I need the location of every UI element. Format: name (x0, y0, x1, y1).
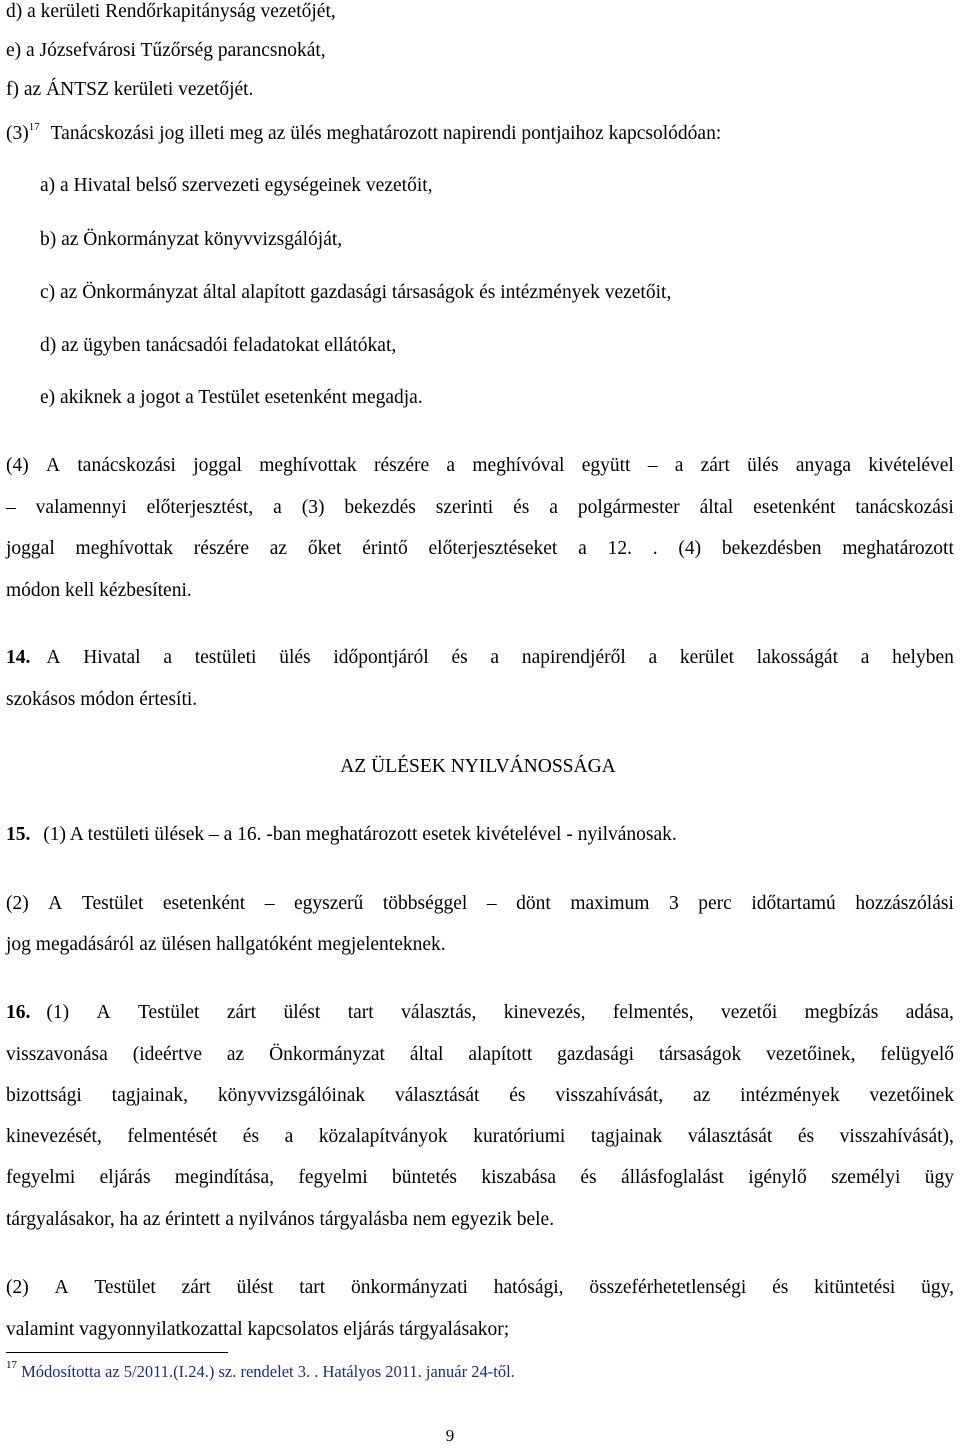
section-16-line: fegyelmi eljárás megindítása, fegyelmi büntetés kiszabása és állásfoglalást igénylő személyi ügy (6, 1167, 954, 1188)
list-item: d) az ügyben tanácsadói feladatokat ellátókat, (40, 335, 397, 356)
section-16-line: visszavonása (ideértve az Önkormányzat által alapított gazdasági társaságok vezetőinek, felügyelő (6, 1044, 954, 1065)
paragraph-3-text: Tanácskozási jog illeti meg az ülés meghatározott napirendi pontjaihoz kapcsolódóan: (50, 123, 722, 144)
section-16-p2-line: valamint vagyonnyilatkozattal kapcsolatos eljárás tárgyalásakor; (6, 1319, 510, 1340)
section-16-p2-line: (2) A Testület zárt ülést tart önkormányzati hatósági, összeférhetetlenségi és kitüntetési ügy, (6, 1277, 954, 1298)
list-item: e) akiknek a jogot a Testület esetenként megadja. (40, 387, 423, 408)
footnote-number: 17 (6, 1359, 17, 1371)
section-14 (6, 646, 954, 670)
section-16-line: kinevezését, felmentését és a közalapítványok kuratóriumi tagjainak választását és visszahívását), (6, 1126, 954, 1147)
list-item-d: d) a kerületi Rendőrkapitányság vezetőjét, (6, 1, 336, 22)
section-14-line: A Hivatal a testületi ülés időpontjáról és a napirendjéről a kerület lakosságát a helyben (46, 647, 954, 668)
footnote-text: Módosította az 5/2011.(I.24.) sz. rendelet 3. . Hatályos 2011. január 24-től. (21, 1362, 515, 1381)
section-number: 14. (6, 647, 31, 668)
paragraph-label: (3) (6, 123, 29, 144)
paragraph-4-line: joggal meghívottak részére az őket érintő előterjesztéseket a 12. . (4) bekezdésben meghatározott (6, 538, 954, 559)
section-15-p2-line: (2) A Testület esetenként – egyszerű többséggel – dönt maximum 3 perc időtartamú hozzászólási (6, 893, 954, 914)
section-heading: AZ ÜLÉSEK NYILVÁNOSSÁGA (340, 756, 616, 777)
section-16-line: tárgyalásakor, ha az érintett a nyilvános tárgyalásba nem egyezik bele. (6, 1209, 555, 1230)
list-item-f: f) az ÁNTSZ kerületi vezetőjét. (6, 79, 254, 100)
section-16 (6, 1001, 954, 1025)
footnote-divider (6, 1352, 228, 1353)
paragraph-3-intro (6, 122, 721, 146)
footnote (6, 1360, 515, 1384)
section-15 (6, 823, 677, 847)
section-14-line: szokásos módon értesíti. (6, 689, 198, 710)
paragraph-4-line: (4) A tanácskozási joggal meghívottak részére a meghívóval együtt – a zárt ülés anyaga kivételével (6, 455, 954, 476)
section-16-line: (1) A Testület zárt ülést tart választás, kinevezés, felmentés, vezetői megbízás adása, (46, 1002, 954, 1023)
section-number: 15. (6, 824, 31, 845)
paragraph-4-line: módon kell kézbesíteni. (6, 580, 192, 601)
footnote-ref: 17 (28, 121, 40, 133)
section-number: 16. (6, 1002, 31, 1023)
list-item: a) a Hivatal belső szervezeti egységeinek vezetőit, (40, 175, 433, 196)
section-15-p2-line: jog megadásáról az ülésen hallgatóként megjelenteknek. (6, 934, 446, 955)
list-item-e: e) a Józsefvárosi Tűzőrség parancsnokát, (6, 40, 326, 61)
page-number: 9 (445, 1426, 455, 1445)
section-16-line: bizottsági tagjainak, könyvvizsgálóinak választását és visszahívását, az intézmények vezetőinek (6, 1085, 954, 1106)
list-item: c) az Önkormányzat által alapított gazdasági társaságok és intézmények vezetőit, (40, 282, 672, 303)
list-item: b) az Önkormányzat könyvvizsgálóját, (40, 229, 343, 250)
section-15-text: (1) A testületi ülések – a 16. -ban meghatározott esetek kivételével - nyilvánosak. (43, 824, 677, 845)
paragraph-4-line: – valamennyi előterjesztést, a (3) bekezdés szerinti és a polgármester által esetenként tanácskozási (6, 497, 954, 518)
